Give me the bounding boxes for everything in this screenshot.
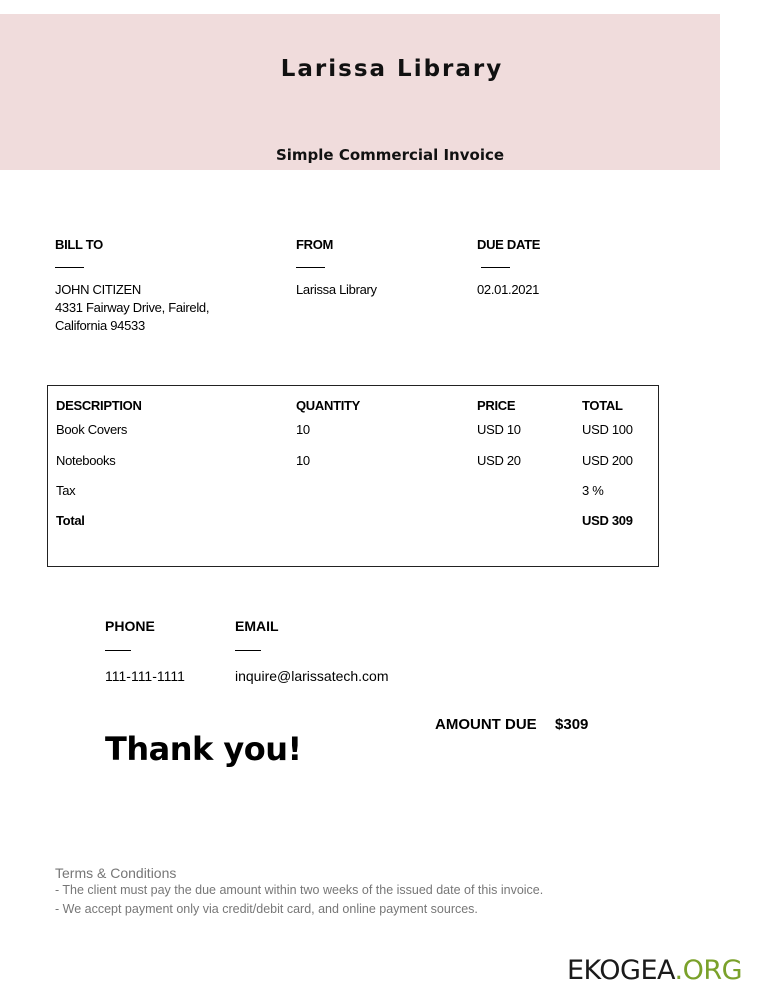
invoice-header (0, 14, 720, 170)
ekogea-watermark-logo (567, 955, 742, 986)
row-price: USD 10 (477, 422, 521, 437)
from-value: Larissa Library (296, 282, 377, 297)
row-quantity: 10 (296, 422, 310, 437)
bill-to-address-line2: California 94533 (55, 318, 145, 333)
terms-line: - The client must pay the due amount within two weeks of the issued date of this invoice. (55, 883, 544, 897)
total-label: Total (56, 513, 85, 528)
row-total: USD 100 (582, 422, 633, 437)
amount-due-label: AMOUNT DUE (435, 716, 537, 733)
row-description: Book Covers (56, 422, 128, 437)
table-header-description: DESCRIPTION (56, 398, 142, 413)
terms-title: Terms & Conditions (55, 865, 177, 881)
thank-you-message: Thank you! (105, 730, 302, 768)
table-header-quantity: QUANTITY (296, 398, 361, 413)
due-date-label: DUE DATE (477, 237, 541, 252)
table-header-total: TOTAL (582, 398, 623, 413)
amount-due (435, 716, 588, 733)
due-date-value: 02.01.2021 (477, 282, 540, 297)
watermark-part1: EKOGEA (567, 955, 675, 986)
bill-to-label: BILL TO (55, 237, 103, 252)
email-divider (235, 650, 261, 651)
email-value: inquire@larissatech.com (235, 668, 389, 684)
bill-to-name: JOHN CITIZEN (55, 282, 141, 297)
due-date-divider (481, 267, 510, 268)
bill-to-divider (55, 267, 84, 268)
total-value: USD 309 (582, 513, 633, 528)
row-quantity: 10 (296, 453, 310, 468)
phone-label: PHONE (105, 618, 155, 634)
row-description: Tax (56, 483, 76, 498)
phone-divider (105, 650, 131, 651)
watermark-part2: .ORG (674, 955, 743, 986)
row-total: USD 200 (582, 453, 633, 468)
email-label: EMAIL (235, 618, 279, 634)
row-total: 3 % (582, 483, 604, 498)
row-description: Notebooks (56, 453, 116, 468)
phone-value: 111-111-1111 (105, 668, 185, 684)
terms-line: - We accept payment only via credit/debit card, and online payment sources. (55, 902, 478, 916)
amount-due-value: $309 (555, 716, 589, 733)
from-label: FROM (296, 237, 334, 252)
table-header-price: PRICE (477, 398, 516, 413)
invoice-subtitle: Simple Commercial Invoice (275, 146, 505, 164)
brand-title: Larissa Library (280, 56, 504, 82)
from-divider (296, 267, 325, 268)
bill-to-address-line1: 4331 Fairway Drive, Faireld, (55, 300, 210, 315)
row-price: USD 20 (477, 453, 521, 468)
